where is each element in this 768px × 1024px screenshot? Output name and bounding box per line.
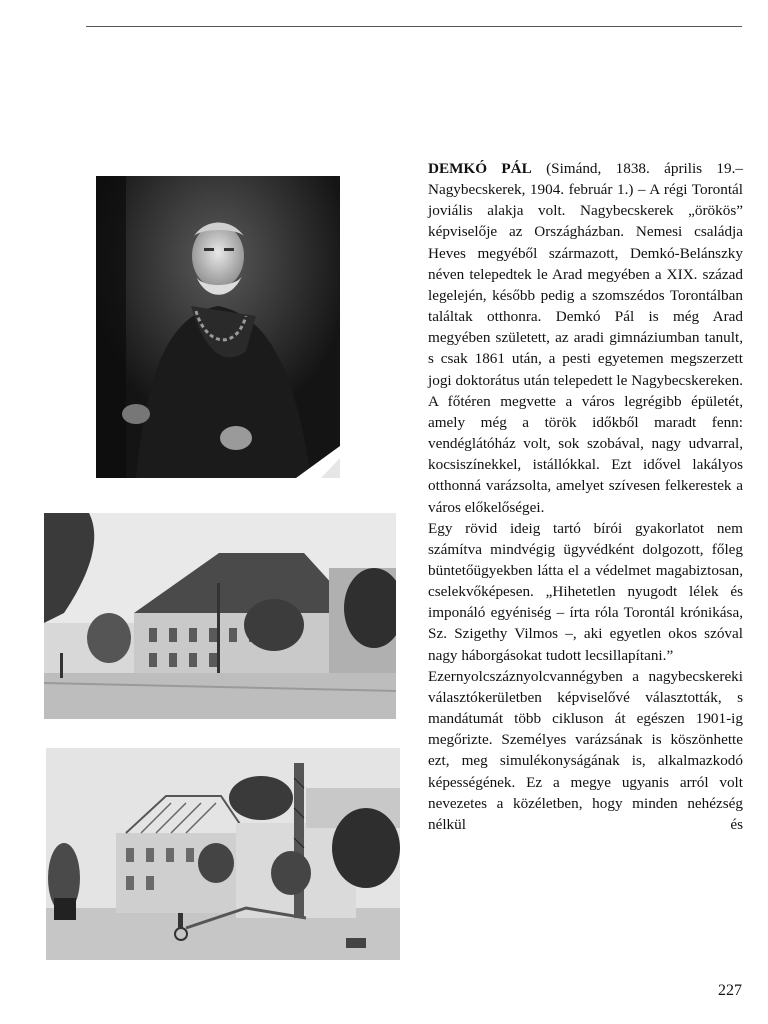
- paragraph-career: Egy rövid ideig tartó bírói gyakorlatot nem számítva mindvégig ügyvédként dolgozott, főleg büntetőügyekben látta el a védelmet magabiztosan, cselekvőképesen. „Hihetetlen nyugodt lélek és imponáló egyéniség – írta róla Torontál krónikása, Sz. Szigethy Vilmos –, aki egyetlen okos szóval nagy háborgásokat tudott lecsillapítani.”: [428, 519, 743, 664]
- paragraph-intro: [428, 158, 743, 518]
- page-number: 227: [718, 982, 742, 999]
- entry-name: DEMKÓ PÁL: [428, 160, 532, 177]
- header-rule: [86, 26, 742, 27]
- entry-intro-text: (Simánd, 1838. április 19.–Nagybecskerek, 1904. február 1.) – A régi Torontál joviális alakja volt. Nagybecskerek „örökös” képviselője az Országházban. Nemesi családja Heves megyéből származott, Demkó-Belánszky néven telepedtek le Arad megyében a XIX. század legelején, később pedig a szomszédos Torontálban találtak otthonra. Demkó Pál is még Arad megyében született, az aradi gimnáziumban tanult, s csak 1861 után, a pesti egyetemen megszerzett jogi doktorátus után telepedett le Nagybecskereken. A főtéren megvette a város legrégibb épületét, amely még a török időkből maradt fenn: vendéglátóház volt, sok szobával, nagy udvarral, kocsiszínekkel, istállókkal. Ezt idővel lakályos otthonná varázsolta, amelyet szívesen felkerestek a város előkelőségei.: [428, 160, 743, 516]
- paragraph-mandate: Ezernyolcszáznyolcvannégyben a nagybecskereki választókerületben képviselővé választották, s mandátumát több cikluson át egészen 1901-ig megőrizte. Személyes varázsának is köszönhette ezt, meg simulékonyságának is, alkalmazkodó képességének. Ez a megye ugyanis arról volt nevezetes a közéletben, hogy minden nehézség nélkül és: [428, 667, 743, 833]
- portrait-photo: [96, 176, 340, 478]
- street-photo-construction: [46, 748, 400, 960]
- street-photo-building: [44, 513, 396, 719]
- article-text: [428, 158, 743, 835]
